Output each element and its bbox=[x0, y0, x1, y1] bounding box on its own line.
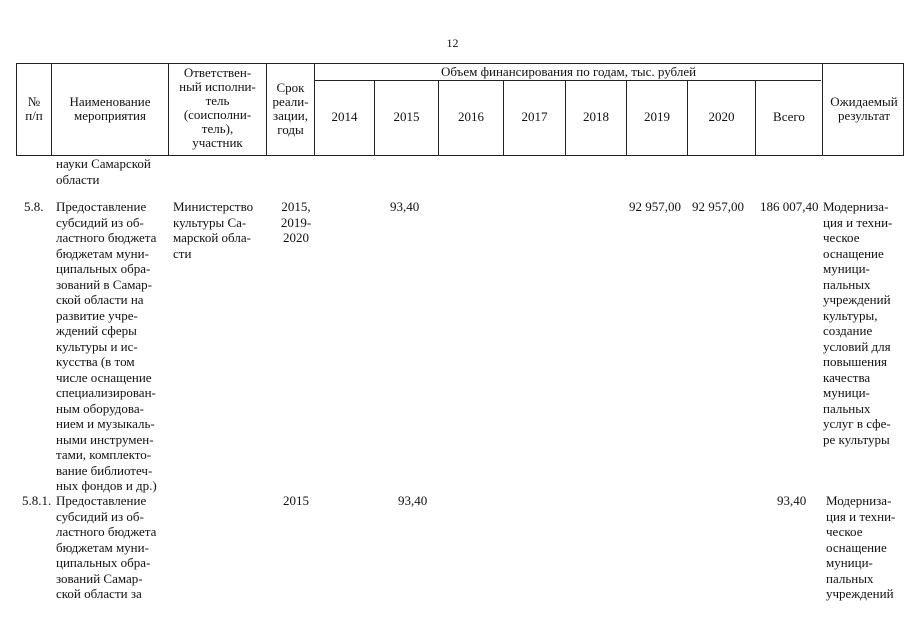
row-result: Модерниза- ция и техни- ческое оснащение муници- пальных учреждений bbox=[826, 493, 896, 601]
header-no: № п/п bbox=[25, 94, 43, 123]
row-number: 5.8. bbox=[24, 199, 44, 214]
header-name: Наименование мероприятия bbox=[69, 94, 151, 123]
value-2019: 92 957,00 bbox=[629, 199, 681, 214]
table-header bbox=[16, 63, 904, 156]
header-funding-group: Объем финансирования по годам, тыс. рублей bbox=[440, 64, 697, 79]
header-year: 2017 bbox=[521, 109, 548, 124]
value-2020: 92 957,00 bbox=[692, 199, 744, 214]
row-term: 2015 bbox=[283, 493, 309, 508]
header-term: Срок реали- зации, годы bbox=[272, 80, 309, 137]
row-result: Модерниза- ция и техни- ческое оснащение муници- пальных учреждений культуры, создание условий для повышения качества муници- пальных услуг в сфе- ре культуры bbox=[823, 199, 893, 447]
header-year: 2019 bbox=[644, 109, 670, 124]
header-year: 2014 bbox=[331, 109, 358, 124]
value-total: 93,40 bbox=[777, 493, 807, 508]
header-year: 2018 bbox=[583, 109, 609, 124]
header-total: Всего bbox=[773, 109, 805, 124]
row-term: 2015, 2019- 2020 bbox=[280, 199, 312, 245]
row-name: Предоставление субсидий из об- ластного бюджета бюджетам муни- ципальных обра- зований Самар- ской области за bbox=[56, 493, 157, 601]
header-year: 2020 bbox=[708, 109, 735, 124]
page-number: 12 bbox=[446, 36, 459, 50]
row-responsible: Министерство культуры Са- марской обла- сти bbox=[173, 199, 254, 261]
value-2015: 93,40 bbox=[390, 199, 420, 214]
group-divider bbox=[314, 80, 821, 81]
row-name: науки Самарской области bbox=[56, 156, 151, 187]
value-2015: 93,40 bbox=[398, 493, 428, 508]
header-year: 2016 bbox=[458, 109, 484, 124]
value-total: 186 007,40 bbox=[760, 199, 819, 214]
row-name: Предоставление субсидий из об- ластного бюджета бюджетам муни- ципальных обра- зований в Самар- ской области на развитие учре- ждений сферы культуры и ис- кусства (в том числе оснащение специализирован- ным оборудова- нием и музыкаль- ными инструмен- тами, комплекто- вание библиотеч- ных фондов и др.) bbox=[56, 199, 157, 493]
header-responsible: Ответствен- ный исполни- тель (соисполни- тель), участник bbox=[179, 65, 256, 150]
header-result: Ожидаемый результат bbox=[830, 94, 898, 123]
row-number: 5.8.1. bbox=[22, 493, 52, 508]
header-year: 2015 bbox=[393, 109, 420, 124]
